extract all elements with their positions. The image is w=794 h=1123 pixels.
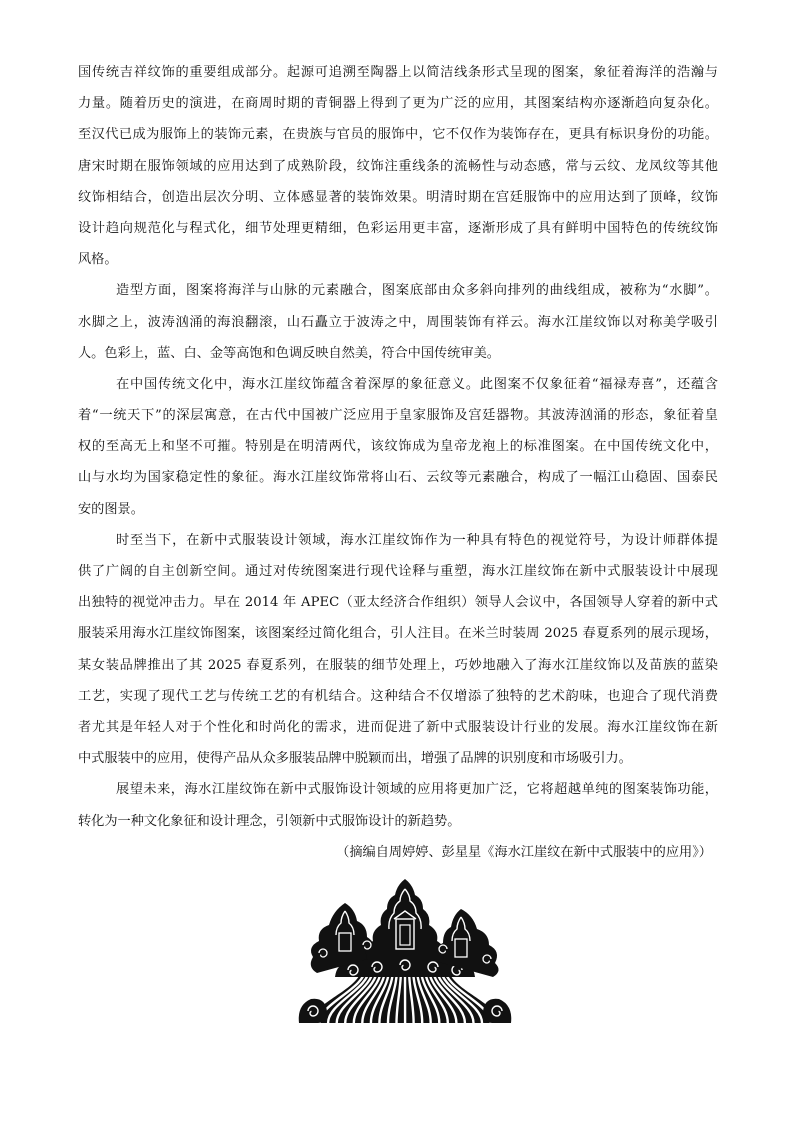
text-line: 在中国传统文化中，海水江崖纹饰蕴含着深厚的象征意义。此图案不仅象征着“福禄寿喜”，还蕴含 xyxy=(116,376,718,392)
right-peak-door xyxy=(455,939,467,957)
text-line: 工艺，实现了现代工艺与传统工艺的有机结合。这种结合不仅增添了独特的艺术韵味，也迎合了现代消费 xyxy=(78,688,718,704)
text-line: 设计趋向规范化与程式化，细节处理更精细，色彩运用更丰富，逐渐形成了具有鲜明中国特色的传统纹饰 xyxy=(78,220,718,236)
center-peak-inner-door xyxy=(400,925,410,945)
text-line: 纹饰相结合，创造出层次分明、立体感显著的装饰效果。明清时期在宫廷服饰中的应用达到了顶峰，纹饰 xyxy=(78,189,718,205)
text-line: 力量。随着历史的演进，在商周时期的青铜器上得到了更为广泛的应用，其图案结构亦逐渐趋向复杂化。 xyxy=(78,96,718,112)
text-line: 山与水均为国家稳定性的象征。海水江崖纹饰常将山石、云纹等元素融合，构成了一幅江山稳固、国泰民 xyxy=(78,470,718,486)
source-citation: （摘编自周婷婷、彭星星《海水江崖纹在新中式服装中的应用》） xyxy=(336,844,712,860)
text-line: 着“一统天下”的深层寓意，在古代中国被广泛应用于皇家服饰及宫廷器物。其波涛汹涌的形态，象征着皇 xyxy=(78,408,718,424)
text-line: 唐宋时期在服饰领域的应用达到了成熟阶段，纹饰注重线条的流畅性与动态感，常与云纹、龙凤纹等其他 xyxy=(78,158,718,174)
paragraph-1 xyxy=(78,57,718,275)
text-line: 人。色彩上，蓝、白、金等高饱和色调反映自然美，符合中国传统审美。 xyxy=(78,345,500,361)
left-wave-curl xyxy=(299,999,327,1023)
text-line: 展望未来，海水江崖纹饰在新中式服饰设计领域的应用将更加广泛，它将超越单纯的图案装饰功能， xyxy=(116,782,718,798)
water-feet-stripes xyxy=(311,969,499,1023)
text-line: 造型方面，图案将海洋与山脉的元素融合，图案底部由众多斜向排列的曲线组成，被称为“水脚”。 xyxy=(116,283,718,299)
text-line: 者尤其是年轻人对于个性化和时尚化的需求，进而促进了新中式服装设计行业的发展。海水江崖纹饰在新 xyxy=(78,719,718,735)
text-line: 供了广阔的自主创新空间。通过对传统图案进行现代诠释与重塑，海水江崖纹饰在新中式服装设计中展现 xyxy=(78,564,718,579)
text-line: 安的图景。 xyxy=(78,501,144,517)
paragraph-2 xyxy=(78,275,718,369)
text-line: 至汉代已成为服饰上的装饰元素，在贵族与官员的服饰中，它不仅作为装饰存在，更具有标识身份的功能。 xyxy=(78,127,718,143)
text-line: 中式服装中的应用，使得产品从众多服装品牌中脱颖而出，增强了品牌的识别度和市场吸引力。 xyxy=(78,751,632,767)
text-line: 时至当下，在新中式服装设计领域，海水江崖纹饰作为一种具有特色的视觉符号，为设计师群体提 xyxy=(116,532,718,548)
right-wave-curl xyxy=(483,999,511,1023)
left-peak-door xyxy=(339,933,351,951)
text-line: 出独特的视觉冲击力。早在 2014 年 APEC（亚太经济合作组织）领导人会议中，各国领导人穿着的新中式 xyxy=(78,595,718,611)
text-line: 国传统吉祥纹饰的重要组成部分。起源可追溯至陶器上以简洁线条形式呈现的图案，象征着海洋的浩瀚与 xyxy=(78,65,718,80)
text-line: 转化为一种文化象征和设计理念，引领新中式服饰设计的新趋势。 xyxy=(78,813,461,829)
text-line: 权的至高无上和坚不可摧。特别是在明清两代，该纹饰成为皇帝龙袍上的标准图案。在中国传统文化中， xyxy=(78,439,718,455)
text-line: 服装采用海水江崖纹饰图案，该图案经过简化组合，引人注目。在米兰时装周 2025 春夏系列的展示现场， xyxy=(78,626,718,642)
paragraph-4 xyxy=(78,525,718,775)
paragraph-3 xyxy=(78,369,718,525)
text-line: 风格。 xyxy=(78,252,118,268)
article-body xyxy=(78,57,718,868)
paragraph-5 xyxy=(78,774,718,836)
sea-cliff-pattern-image xyxy=(297,877,513,1027)
text-line: 水脚之上，波涛汹涌的海浪翻滚，山石矗立于波涛之中，周围装饰有祥云。海水江崖纹饰以对称美学吸引 xyxy=(78,314,718,330)
text-line: 某女装品牌推出了其 2025 春夏系列，在服装的细节处理上，巧妙地融入了海水江崖纹饰以及苗族的蓝染 xyxy=(78,657,718,673)
